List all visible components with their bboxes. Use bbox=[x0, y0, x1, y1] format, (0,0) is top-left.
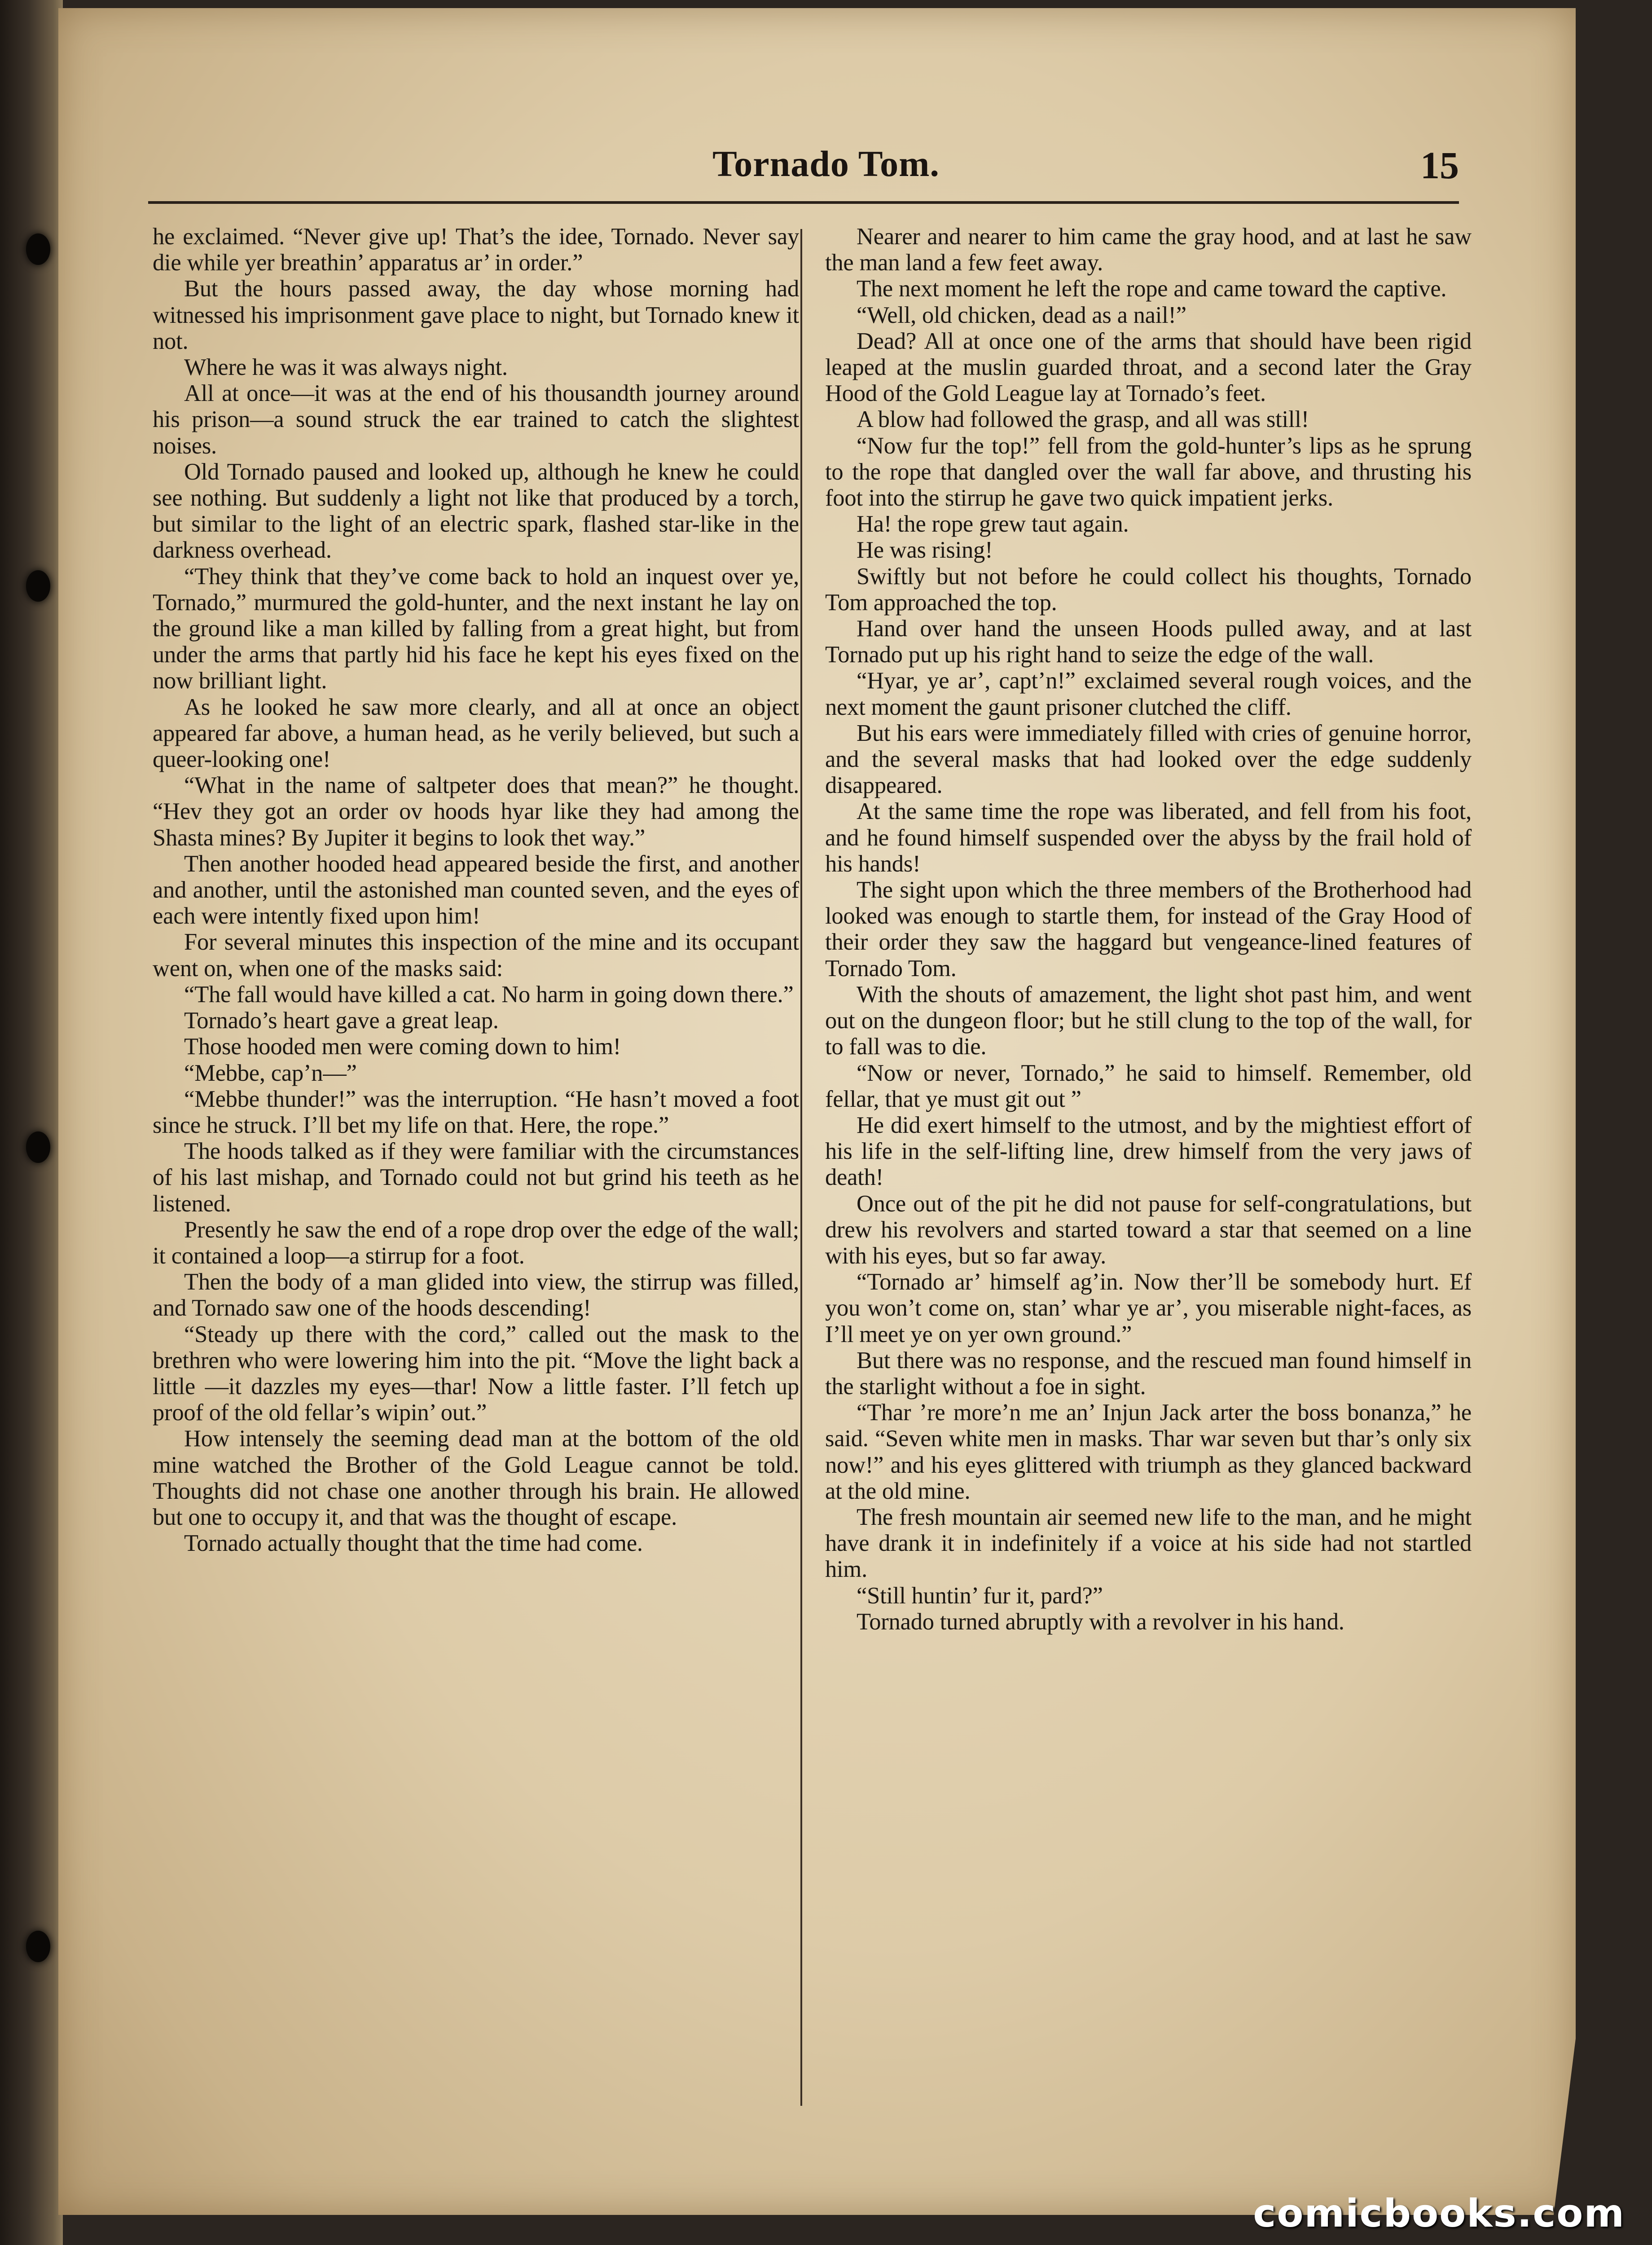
paragraph: Presently he saw the end of a rope drop over the edge of the wall; it contained a loop—a stirrup for a foot. bbox=[153, 1216, 799, 1269]
page-number: 15 bbox=[1420, 144, 1459, 187]
paragraph: “Mebbe thunder!” was the interruption. “He hasn’t moved a foot since he struck. I’ll bet my life on that. Here, the rope.” bbox=[153, 1086, 799, 1138]
watermark: comicbooks.com bbox=[1253, 2191, 1625, 2236]
paragraph: “Mebbe, cap’n—” bbox=[184, 1060, 357, 1086]
paragraph: Ha! the rope grew taut again. bbox=[857, 511, 1129, 537]
paragraph: The sight upon which the three members of the Brotherhood had looked was enough to startle them, for instead of the Gray Hood of their order they saw the haggard but vengeance-lined features of Tornado Tom. bbox=[825, 877, 1472, 982]
paragraph: But there was no response, and the rescued man found himself in the starlight without a foe in sight. bbox=[825, 1347, 1472, 1400]
paragraph: “Now or never, Tornado,” he said to himself. Remember, old fellar, that ye must git out ” bbox=[825, 1060, 1472, 1112]
left-text-column bbox=[153, 224, 799, 1556]
paragraph: The hoods talked as if they were familiar with the circumstances of his last mishap, and Tornado could not but grind his teeth as he listened. bbox=[153, 1138, 799, 1217]
running-head-title: Tornado Tom. bbox=[712, 143, 940, 184]
paragraph: But the hours passed away, the day whose morning had witnessed his imprisonment gave place to night, but Tornado knew it not. bbox=[153, 276, 799, 354]
paragraph: “Thar ’re more’n me an’ Injun Jack arter the boss bonanza,” he said. “Seven white men in masks. Thar war seven but thar’s only six now!” and his eyes glittered with triumph as they glanced backward at the old mine. bbox=[825, 1400, 1472, 1504]
paragraph: “The fall would have killed a cat. No harm in going down there.” bbox=[184, 981, 794, 1008]
binding-hole bbox=[26, 1131, 50, 1163]
paragraph: He did exert himself to the utmost, and by the mightiest effort of his life in the self-lifting line, drew himself from the very jaws of death! bbox=[825, 1112, 1472, 1191]
paragraph: Nearer and nearer to him came the gray hood, and at last he saw the man land a few feet away. bbox=[825, 224, 1472, 276]
paragraph: Dead? All at once one of the arms that should have been rigid leaped at the muslin guarded throat, and a second later the Gray Hood of the Gold League lay at Tornado’s feet. bbox=[825, 328, 1472, 407]
paragraph: Tornado turned abruptly with a revolver in his hand. bbox=[857, 1608, 1344, 1635]
paragraph: Tornado actually thought that the time had come. bbox=[184, 1530, 643, 1557]
paragraph: “Well, old chicken, dead as a nail!” bbox=[857, 302, 1186, 328]
paragraph: The next moment he left the rope and came toward the captive. bbox=[857, 276, 1447, 302]
paragraph: All at once—it was at the end of his thousandth journey around his prison—a sound struck the ear trained to catch the slightest noises. bbox=[153, 380, 799, 459]
paragraph: “What in the name of saltpeter does that mean?” he thought. “Hev they got an order ov hoods hyar like they had among the Shasta mines? By Jupiter it begins to look thet way.” bbox=[153, 772, 799, 851]
paragraph: With the shouts of amazement, the light shot past him, and went out on the dungeon floor; but he still clung to the top of the wall, for to fall was to die. bbox=[825, 981, 1472, 1060]
paragraph: Then the body of a man glided into view, the stirrup was filled, and Tornado saw one of the hoods descending! bbox=[153, 1269, 799, 1321]
paragraph: “Steady up there with the cord,” called out the mask to the brethren who were lowering him into the pit. “Move the light back a little —it dazzles my eyes—thar! Now a little faster. I’ll fetch up proof of the old fellar’s wipin’ out.” bbox=[153, 1321, 799, 1426]
paragraph: He was rising! bbox=[857, 537, 993, 563]
right-text-column bbox=[825, 224, 1472, 1635]
paragraph: For several minutes this inspection of the mine and its occupant went on, when one of the masks said: bbox=[153, 929, 799, 982]
paragraph: A blow had followed the grasp, and all was still! bbox=[857, 406, 1309, 433]
paragraph: “They think that they’ve come back to hold an inquest over ye, Tornado,” murmured the gold-hunter, and the next instant he lay on the ground like a man killed by falling from a great hight, but from under the arms that partly hid his face he kept his eyes fixed on the now brilliant light. bbox=[153, 563, 799, 694]
paragraph: “Still huntin’ fur it, pard?” bbox=[857, 1582, 1103, 1609]
paragraph: he exclaimed. “Never give up! That’s the idee, Tornado. Never say die while yer breathin’ apparatus ar’ in order.” bbox=[153, 224, 799, 276]
paragraph: Then another hooded head appeared beside the first, and another and another, until the astonished man counted seven, and the eyes of each were intently fixed upon him! bbox=[153, 850, 799, 929]
paragraph: Hand over hand the unseen Hoods pulled away, and at last Tornado put up his right hand to seize the edge of the wall. bbox=[825, 616, 1472, 668]
column-divider bbox=[800, 229, 802, 2106]
book-spine bbox=[0, 0, 63, 2245]
paragraph: How intensely the seeming dead man at the bottom of the old mine watched the Brother of the Gold League cannot be told. Thoughts did not chase one another through his brain. He allowed but one to occupy it, and that was the thought of escape. bbox=[153, 1426, 799, 1530]
header-rule bbox=[148, 201, 1459, 204]
paragraph: At the same time the rope was liberated, and fell from his foot, and he found himself suspended over the abyss by the frail hold of his hands! bbox=[825, 798, 1472, 877]
paragraph: “Hyar, ye ar’, capt’n!” exclaimed several rough voices, and the next moment the gaunt prisoner clutched the cliff. bbox=[825, 668, 1472, 720]
paragraph: As he looked he saw more clearly, and all at once an object appeared far above, a human head, as he verily believed, but such a queer-looking one! bbox=[153, 694, 799, 773]
paragraph: Once out of the pit he did not pause for self-congratulations, but drew his revolvers and started toward a star that seemed on a line with his eyes, but so far away. bbox=[825, 1190, 1472, 1269]
paragraph: The fresh mountain air seemed new life to the man, and he might have drank it in indefinitely if a voice at his side had not startled him. bbox=[825, 1504, 1472, 1583]
binding-hole bbox=[26, 1931, 50, 1962]
paragraph: Tornado’s heart gave a great leap. bbox=[184, 1008, 499, 1034]
paragraph: Swiftly but not before he could collect his thoughts, Tornado Tom approached the top. bbox=[825, 563, 1472, 616]
paragraph: Old Tornado paused and looked up, although he knew he could see nothing. But suddenly a light not like that produced by a torch, but similar to the light of an electric spark, flashed star-like in the darkness overhead. bbox=[153, 458, 799, 563]
binding-hole bbox=[26, 570, 50, 602]
paragraph: “Now fur the top!” fell from the gold-hunter’s lips as he sprung to the rope that dangled over the wall far above, and thrusting his foot into the stirrup he gave two quick impatient jerks. bbox=[825, 432, 1472, 511]
paragraph: Those hooded men were coming down to him! bbox=[184, 1034, 621, 1060]
binding-hole bbox=[26, 233, 50, 265]
paragraph: “Tornado ar’ himself ag’in. Now ther’ll be somebody hurt. Ef you won’t come on, stan’ whar ye ar’, you miserable night-faces, as I’ll meet ye on yer own ground.” bbox=[825, 1269, 1472, 1347]
paragraph: But his ears were immediately filled with cries of genuine horror, and the several masks that had looked over the edge suddenly disappeared. bbox=[825, 720, 1472, 799]
paragraph: Where he was it was always night. bbox=[184, 354, 508, 381]
